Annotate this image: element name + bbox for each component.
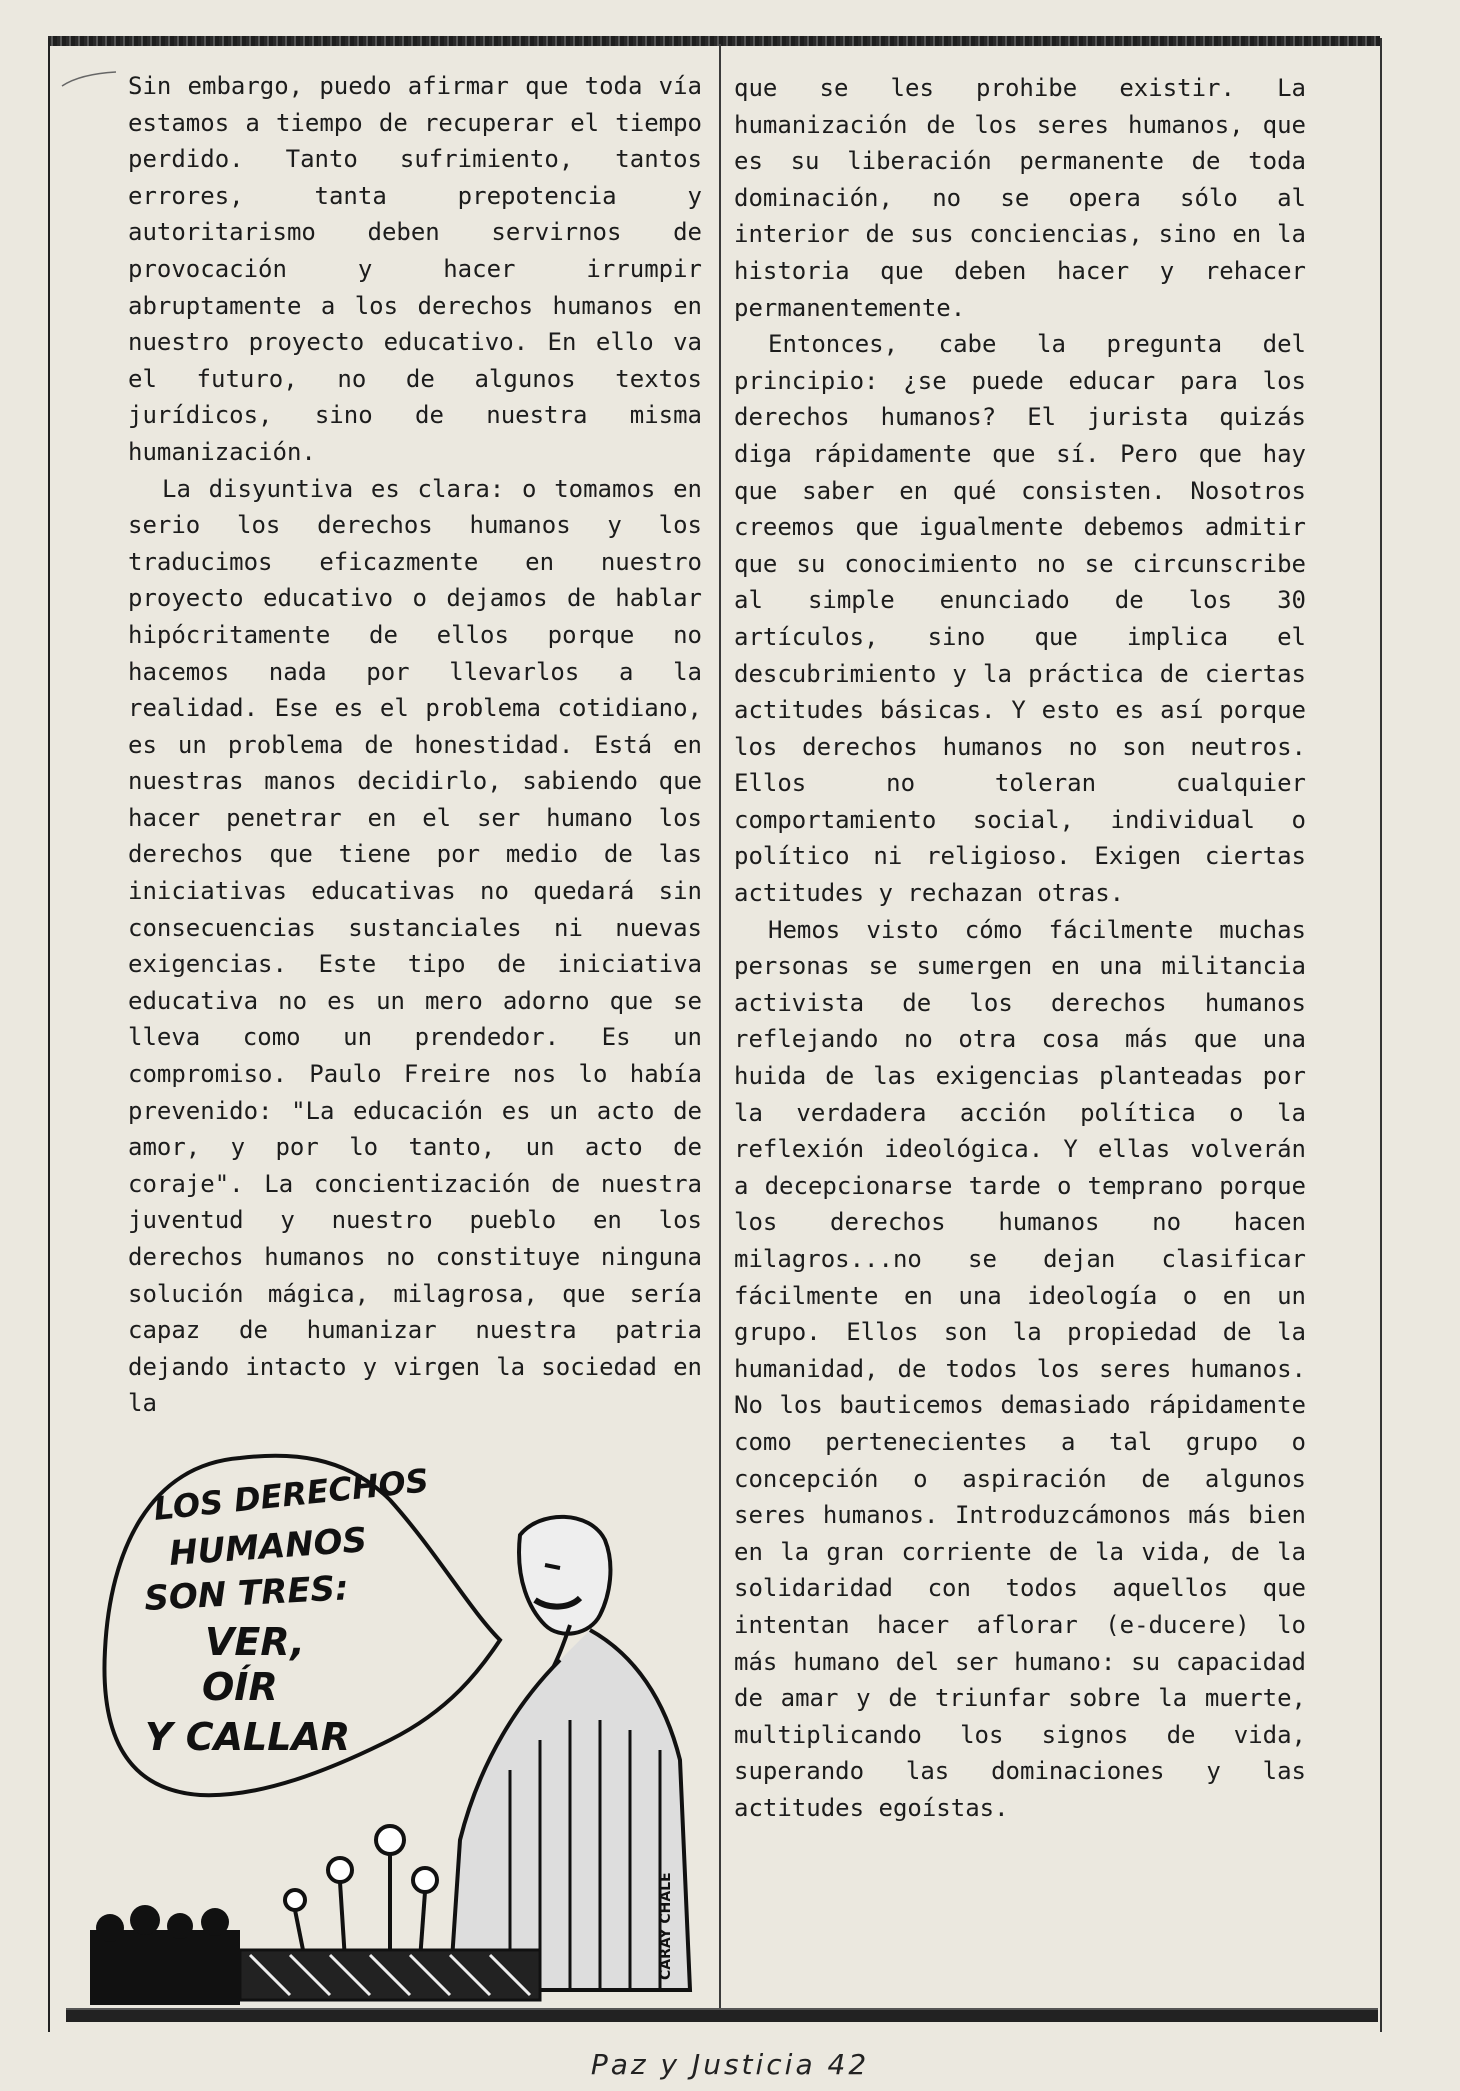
paragraph: Entonces, cabe la pregunta del principio: ¿se puede educar para los derechos humanos? El jurista quizás diga rápidamente que sí. Pero que hay que saber en qué consisten. Nosotros creemos que igualmente debemos admitir que su conocimiento no se circunscribe al simple enunciado de los 30 artículos, sino que implica el descubrimiento y la práctica de ciertas actitudes básicas. Y esto es así porque los derechos humanos no son neutros. Ellos no toleran cualquier comportamiento social, individual o político ni religioso. Exigen ciertas actitudes y rechazan otras. (734, 330, 1306, 908)
podium (240, 1950, 540, 2000)
paragraph: La disyuntiva es clara: o tomamos en serio los derechos humanos y los traducimos eficazmente en nuestro proyecto educativo o dejamos de hablar hipócritamente de ellos porque no hacemos nada por llevarlos a la realidad. Ese es el problema cotidiano, es un problema de honestidad. Está en nuestras manos decidirlo, sabiendo que hacer penetrar en el ser humano los derechos que tiene por medio de las iniciativas educativas no quedará sin consecuencias sustanciales ni nuevas exigencias. Este tipo de iniciativa educativa no es un mero adorno que se lleva como un prendedor. Es un compromiso. Paulo Freire nos lo había prevenido: "La educación es un acto de amor, y por lo tanto, un acto de coraje". La concientización de nuestra juventud y nuestro pueblo en los derechos humanos no constituye ninguna solución mágica, milagrosa, que sería capaz de humanizar nuestra patria dejando intacto y virgen la sociedad en la (128, 474, 702, 1418)
paragraph: Sin embargo, puedo afirmar que toda vía estamos a tiempo de recuperar el tiempo perdido. Tanto sufrimiento, tantos errores, tanta prepotencia y autoritarismo deben servirnos de provocación y hacer irrumpir abruptamente a los derechos humanos en nuestro proyecto educativo. En ello va el futuro, no de algunos textos jurídicos, sino de nuestra misma humanización. (128, 72, 702, 466)
left-column (128, 68, 702, 1422)
page-footer: Paz y Justicia 42 (590, 2048, 870, 2081)
margin-mark (60, 70, 120, 90)
bubble-line: Y CALLAR (145, 1715, 351, 1759)
paragraph: Hemos visto cómo fácilmente muchas personas se sumergen en una militancia activista de los derechos humanos reflejando no otra cosa más que una huida de las exigencias planteadas por la verdadera acción política o la reflexión ideológica. Y ellas volverán a decepcionarse tarde o temprano porque los derechos humanos no hacen milagros...no se dejan clasificar fácilmente en una ideología o en un grupo. Ellos son la propiedad de la humanidad, de todos los seres humanos. No los bauticemos demasiado rápidamente como pertenecientes a tal grupo o concepción o aspiración de algunos seres humanos. Introduzcámonos más bien en la gran corriente de la vida, de la solidaridad con todos aquellos que intentan hacer aflorar (e-ducere) lo más humano del ser humano: su capacidad de amar y de triunfar sobre la muerte, multiplicando los signos de vida, superando las dominaciones y las actitudes egoístas. (734, 915, 1306, 1822)
cartoon-illustration (90, 1440, 730, 2005)
paragraph: que se les prohibe existir. La humanización de los seres humanos, que es su liberación permanente de toda dominación, no se opera sólo al interior de sus conciencias, sino en la historia que deben hacer y rehacer permanentemente. (734, 74, 1306, 322)
bottom-border-rule (66, 2008, 1378, 2022)
crowd (90, 1905, 240, 2005)
right-column (734, 70, 1306, 1827)
bubble-line: VER, (205, 1620, 305, 1664)
artist-signature: CARAY CHALE (658, 1872, 674, 1980)
microphones (285, 1826, 437, 1960)
bubble-line: OÍR (202, 1665, 278, 1709)
bubble-line: SON TRES: (143, 1568, 350, 1619)
bubble-line: HUMANOS (167, 1520, 369, 1574)
bubble-line: LOS DERECHOS (151, 1461, 431, 1528)
speaker-figure (450, 1517, 690, 1990)
